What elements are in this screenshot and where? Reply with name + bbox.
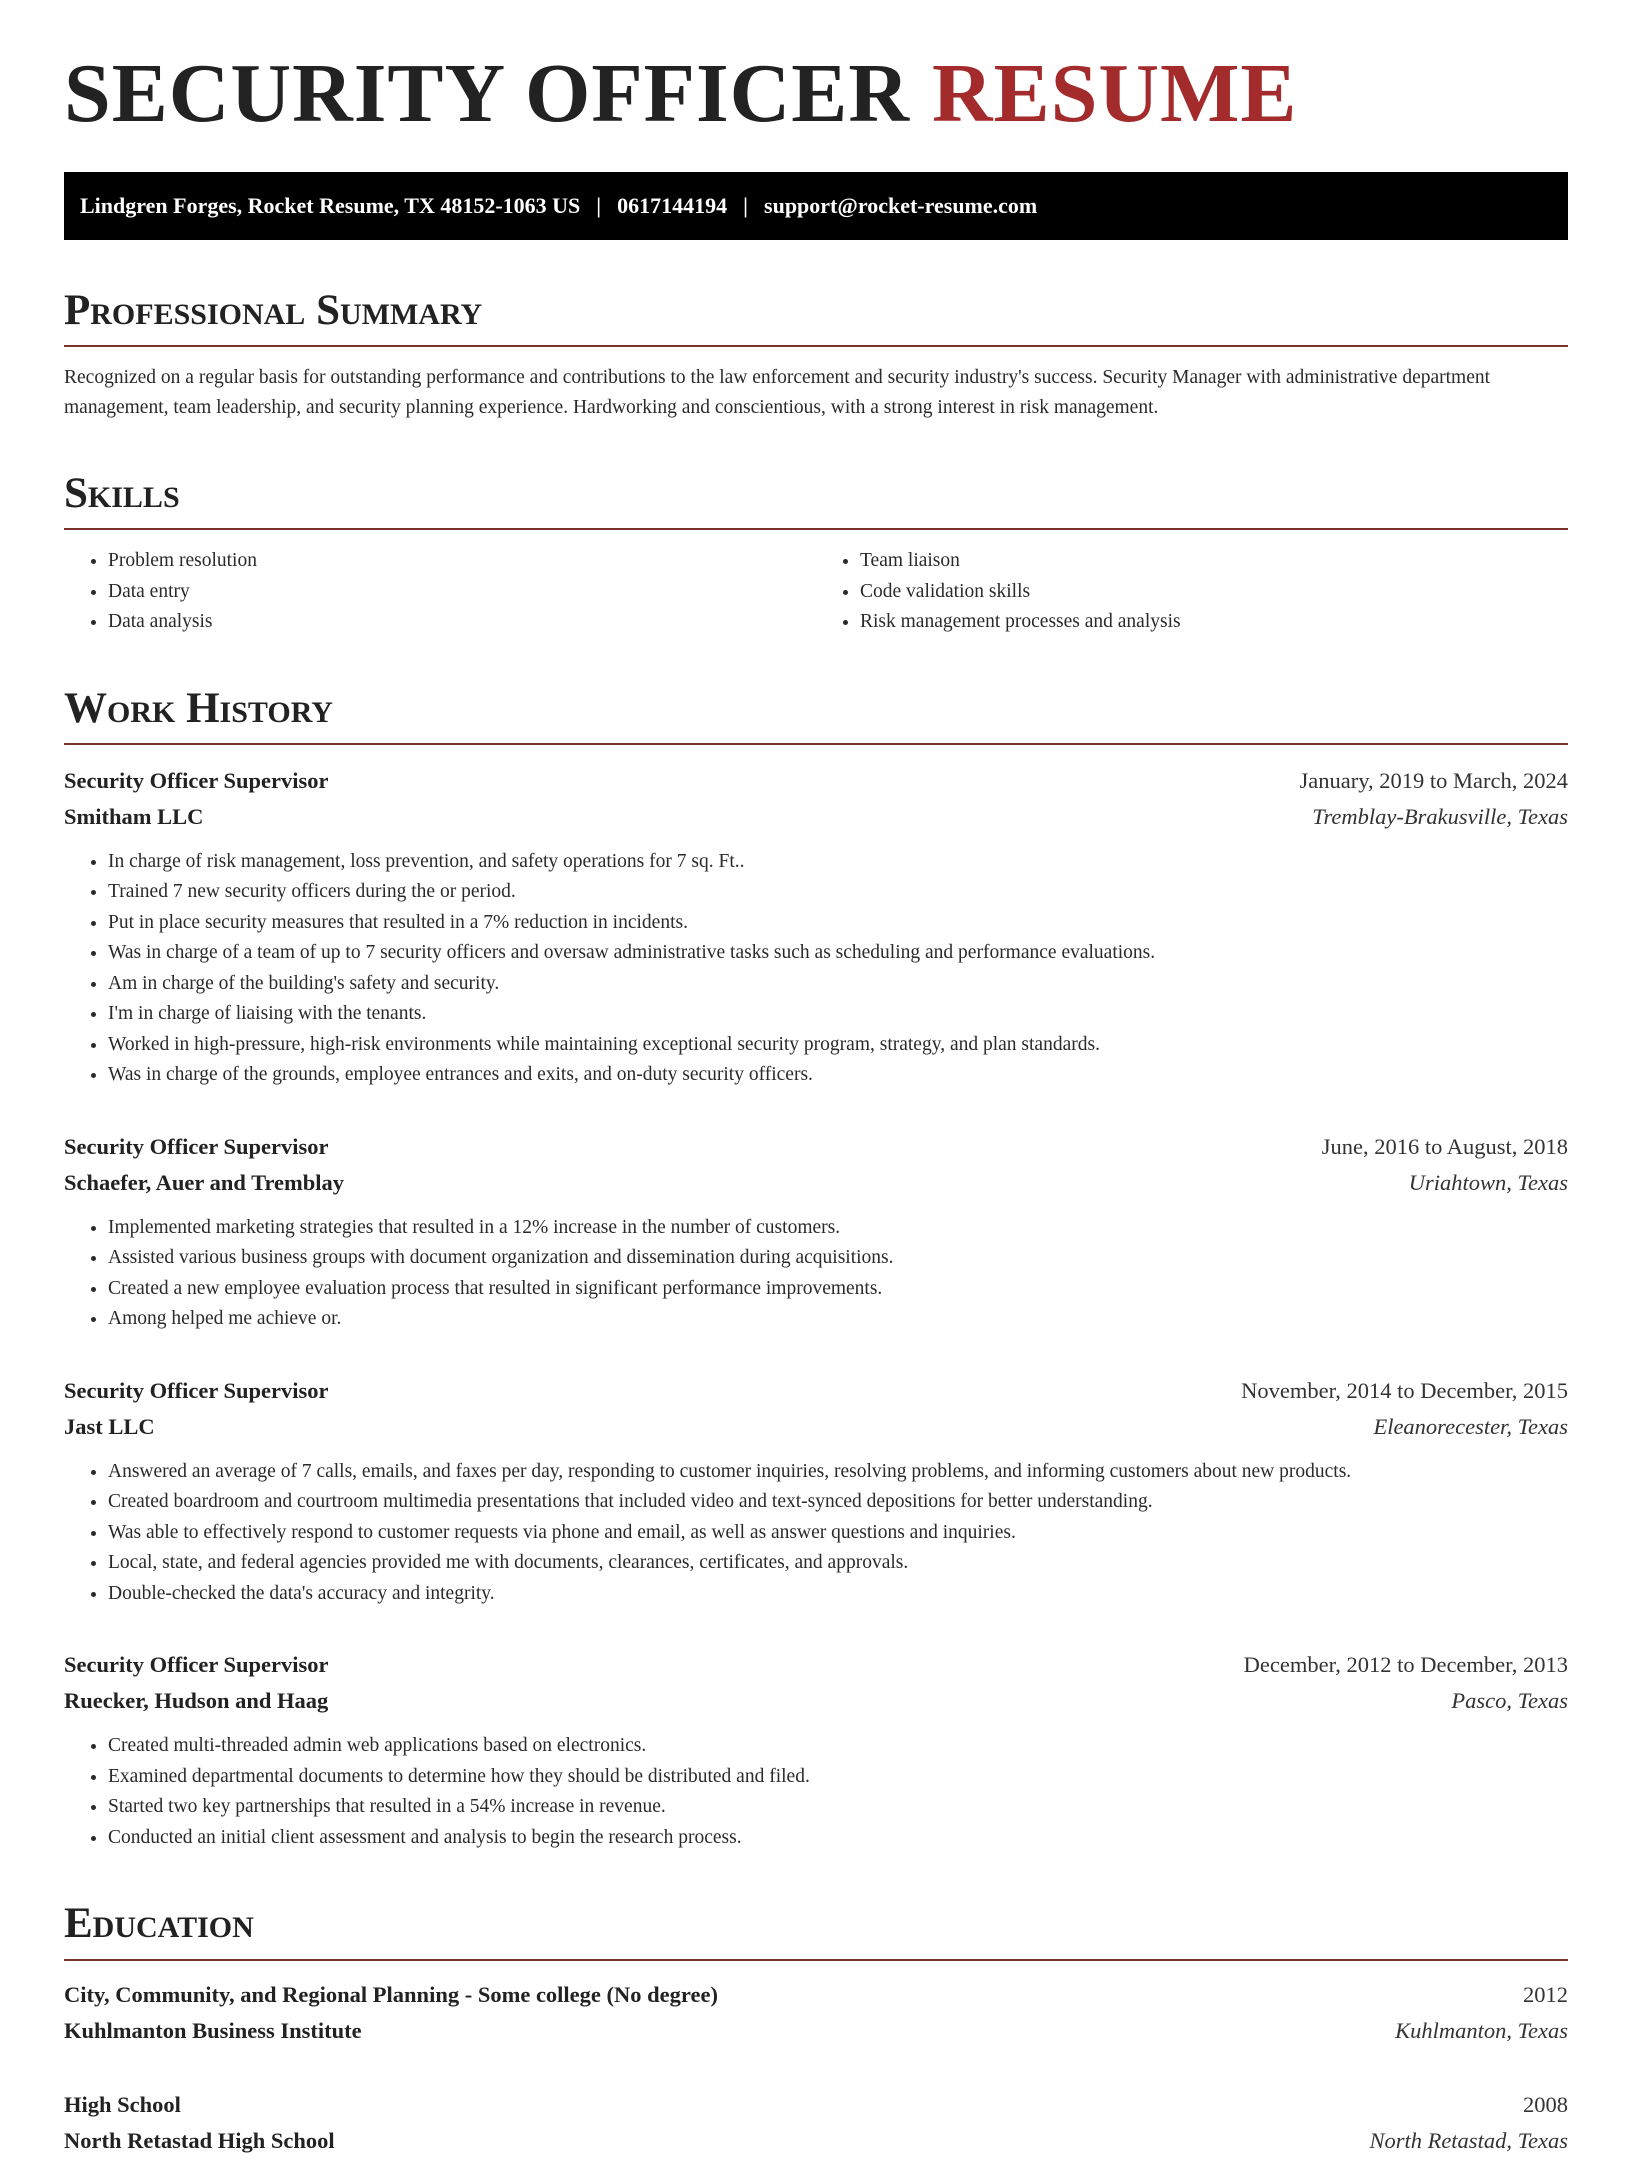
title-accent: RESUME	[932, 47, 1298, 140]
education-year: 2012	[1523, 1981, 1568, 2007]
section-heading-work-history: Work History	[64, 686, 1568, 745]
education-location: Kuhlmanton, Texas	[1395, 2017, 1568, 2043]
skill-item: • Team liaison	[860, 546, 1568, 577]
education-year: 2008	[1523, 2091, 1568, 2117]
education-entry	[64, 2087, 1568, 2159]
skill-item: • Code validation skills	[860, 577, 1568, 608]
job-bullet: • Among helped me achieve or.	[108, 1304, 1568, 1335]
contact-phone: 0617144194	[617, 193, 728, 218]
job-bullet: • Am in charge of the building's safety and security.	[108, 969, 1568, 1000]
job-bullet: • Put in place security measures that resulted in a 7% reduction in incidents.	[108, 908, 1568, 939]
job-bullets	[64, 1731, 1568, 1853]
skill-item: • Risk management processes and analysis	[860, 607, 1568, 638]
resume-title	[64, 47, 1568, 140]
job-dates: November, 2014 to December, 2015	[1241, 1377, 1568, 1403]
section-heading-education: Education	[64, 1901, 1568, 1960]
contact-email: support@rocket-resume.com	[764, 193, 1038, 218]
job-bullet: • Examined departmental documents to determine how they should be distributed and filed.	[108, 1762, 1568, 1793]
skills-list	[64, 546, 1568, 638]
job-dates: June, 2016 to August, 2018	[1321, 1133, 1568, 1159]
job-title: Security Officer Supervisor	[64, 1652, 329, 1678]
job-bullet: • Was able to effectively respond to customer requests via phone and email, as well as answer questions and inquiries.	[108, 1518, 1568, 1549]
job-bullet: • Worked in high-pressure, high-risk environments while maintaining exceptional security program, strategy, and plan standards.	[108, 1030, 1568, 1061]
job-entry	[64, 1647, 1568, 1853]
skills-column-left	[64, 546, 816, 638]
education-school: Kuhlmanton Business Institute	[64, 2017, 362, 2043]
title-main: SECURITY OFFICER	[64, 47, 910, 140]
section-heading-skills: Skills	[64, 471, 1568, 530]
job-bullets	[64, 847, 1568, 1091]
job-bullet: • Was in charge of a team of up to 7 security officers and oversaw administrative tasks such as scheduling and performance evaluations.	[108, 938, 1568, 969]
section-heading-summary: Professional Summary	[64, 288, 1568, 347]
job-bullets	[64, 1213, 1568, 1335]
job-location: Uriahtown, Texas	[1408, 1169, 1568, 1195]
education-entry	[64, 1977, 1568, 2049]
job-company: Schaefer, Auer and Tremblay	[64, 1169, 345, 1195]
job-location: Pasco, Texas	[1451, 1688, 1568, 1714]
job-bullet: • Double-checked the data's accuracy and integrity.	[108, 1579, 1568, 1610]
job-location: Eleanorecester, Texas	[1373, 1413, 1568, 1439]
summary-text: Recognized on a regular basis for outstanding performance and contributions to the law enforcement and security industry's success. Security Manager with administrative department management, team leadership, and security planning experience. Hardworking and conscientious, with a strong interest in risk management.	[64, 367, 1491, 419]
contact-separator: |	[743, 193, 749, 218]
job-entry	[64, 1129, 1568, 1335]
contact-bar	[64, 172, 1568, 240]
job-title: Security Officer Supervisor	[64, 767, 329, 793]
contact-address: Lindgren Forges, Rocket Resume, TX 48152-1063 US	[80, 193, 581, 218]
job-bullet: • In charge of risk management, loss prevention, and safety operations for 7 sq. Ft..	[108, 847, 1568, 878]
job-company: Jast LLC	[64, 1413, 155, 1439]
job-company: Ruecker, Hudson and Haag	[64, 1688, 329, 1714]
job-company: Smitham LLC	[64, 803, 204, 829]
job-bullet: • Was in charge of the grounds, employee entrances and exits, and on-duty security officers.	[108, 1060, 1568, 1091]
job-bullet: • Trained 7 new security officers during the or period.	[108, 877, 1568, 908]
contact-separator: |	[596, 193, 602, 218]
job-bullet: • Created boardroom and courtroom multimedia presentations that included video and text-synced depositions for better understanding.	[108, 1487, 1568, 1518]
job-dates: December, 2012 to December, 2013	[1243, 1652, 1568, 1678]
job-bullet: • Created multi-threaded admin web applications based on electronics.	[108, 1731, 1568, 1762]
job-location: Tremblay-Brakusville, Texas	[1312, 803, 1568, 829]
job-entry	[64, 1373, 1568, 1610]
skill-item: • Data analysis	[108, 607, 816, 638]
skills-column-right	[816, 546, 1568, 638]
job-bullet: • Started two key partnerships that resulted in a 54% increase in revenue.	[108, 1792, 1568, 1823]
education-degree: High School	[64, 2091, 181, 2117]
job-dates: January, 2019 to March, 2024	[1299, 767, 1568, 793]
job-bullet: • Implemented marketing strategies that resulted in a 12% increase in the number of customers.	[108, 1213, 1568, 1244]
job-bullet: • I'm in charge of liaising with the tenants.	[108, 999, 1568, 1030]
job-bullet: • Local, state, and federal agencies provided me with documents, clearances, certificates, and approvals.	[108, 1548, 1568, 1579]
job-title: Security Officer Supervisor	[64, 1133, 329, 1159]
job-bullets	[64, 1457, 1568, 1610]
job-title: Security Officer Supervisor	[64, 1377, 329, 1403]
skill-item: • Data entry	[108, 577, 816, 608]
job-bullet: • Conducted an initial client assessment and analysis to begin the research process.	[108, 1823, 1568, 1854]
education-location: North Retastad, Texas	[1369, 2127, 1568, 2153]
job-entry	[64, 763, 1568, 1091]
education-school: North Retastad High School	[64, 2127, 335, 2153]
job-bullet: • Assisted various business groups with document organization and dissemination during acquisitions.	[108, 1243, 1568, 1274]
education-degree: City, Community, and Regional Planning - Some college (No degree)	[64, 1981, 718, 2007]
job-bullet: • Answered an average of 7 calls, emails, and faxes per day, responding to customer inquiries, resolving problems, and informing customers about new products.	[108, 1457, 1568, 1488]
job-bullet: • Created a new employee evaluation process that resulted in significant performance improvements.	[108, 1274, 1568, 1305]
skill-item: • Problem resolution	[108, 546, 816, 577]
